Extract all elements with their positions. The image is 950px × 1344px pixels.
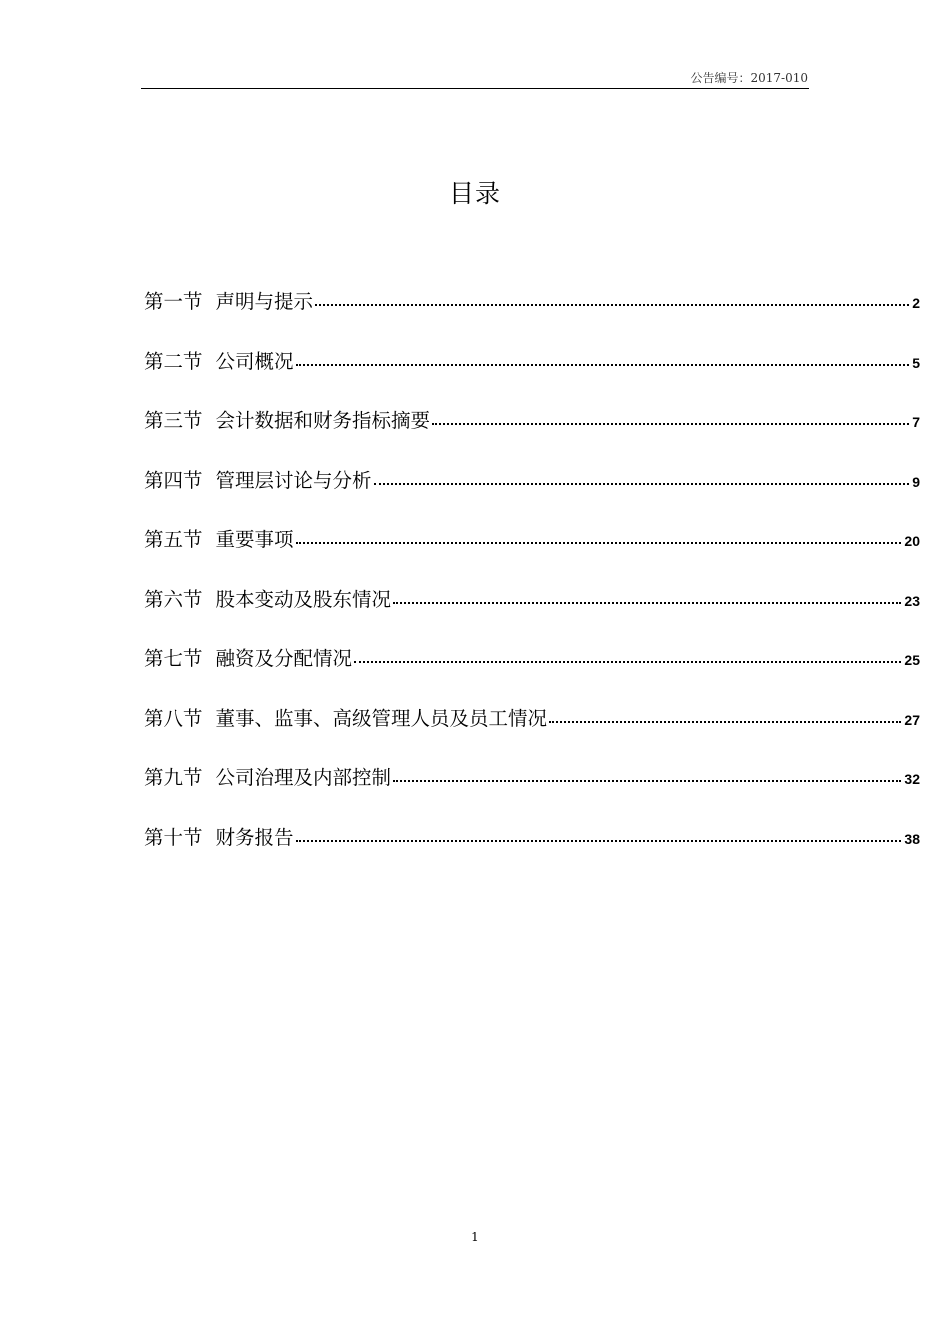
toc-dot-leader [393, 780, 901, 782]
toc-dot-leader [374, 483, 910, 485]
page-number: 1 [471, 1230, 479, 1244]
toc-page-number: 20 [904, 533, 920, 549]
announcement-number: 公告编号：2017-010 [690, 71, 808, 85]
toc-entry[interactable] [144, 405, 920, 465]
toc-page-number: 7 [912, 414, 920, 430]
toc-page-number: 32 [904, 771, 920, 787]
toc-page-number: 5 [912, 354, 920, 371]
toc-section-number: 第八节 [144, 706, 203, 730]
toc-entry[interactable] [144, 524, 920, 584]
page-title: 目录 [448, 179, 501, 208]
toc-section-number: 第一节 [144, 290, 203, 313]
toc-dot-leader [296, 364, 910, 366]
toc-page-number: 38 [904, 830, 920, 847]
toc-section-number: 第二节 [144, 349, 203, 373]
toc-entry[interactable] [144, 286, 920, 346]
toc-section-title: 董事、监事、高级管理人员及员工情况 [215, 706, 548, 730]
toc-section-title: 财务报告 [215, 825, 294, 849]
toc-section-title: 公司治理及内部控制 [215, 766, 392, 789]
toc-section-number: 第七节 [144, 647, 203, 670]
toc-page-number: 27 [904, 711, 920, 728]
toc-section-number: 第六节 [144, 587, 203, 611]
toc-section-number: 第五节 [144, 528, 203, 551]
toc-dot-leader [315, 304, 909, 306]
toc-entry[interactable] [144, 346, 920, 406]
toc-section-title: 管理层讨论与分析 [215, 468, 372, 492]
toc-section-title: 重要事项 [215, 528, 294, 551]
toc-dot-leader [354, 661, 901, 663]
toc-section-title: 声明与提示 [215, 290, 314, 313]
toc-dot-leader [296, 542, 902, 544]
toc-dot-leader [393, 602, 901, 604]
toc-page-number: 25 [904, 652, 920, 668]
toc-dot-leader [432, 423, 909, 425]
toc-page-number: 2 [912, 295, 920, 311]
table-of-contents [144, 286, 920, 881]
toc-section-number: 第九节 [144, 766, 203, 789]
toc-entry[interactable] [144, 643, 920, 703]
toc-section-title: 公司概况 [215, 349, 294, 373]
toc-section-title: 股本变动及股东情况 [215, 587, 392, 611]
toc-entry[interactable] [144, 822, 920, 882]
toc-entry[interactable] [144, 584, 920, 644]
header-rule [141, 88, 809, 89]
toc-entry[interactable] [144, 703, 920, 763]
toc-section-title: 融资及分配情况 [215, 647, 353, 670]
toc-entry[interactable] [144, 465, 920, 525]
toc-entry[interactable] [144, 762, 920, 822]
toc-section-number: 第十节 [144, 825, 203, 849]
toc-dot-leader [549, 721, 901, 723]
toc-page-number: 23 [904, 592, 920, 609]
toc-dot-leader [296, 840, 902, 842]
toc-section-number: 第三节 [144, 409, 203, 432]
toc-section-number: 第四节 [144, 468, 203, 492]
toc-section-title: 会计数据和财务指标摘要 [215, 409, 431, 432]
toc-page-number: 9 [912, 473, 920, 490]
